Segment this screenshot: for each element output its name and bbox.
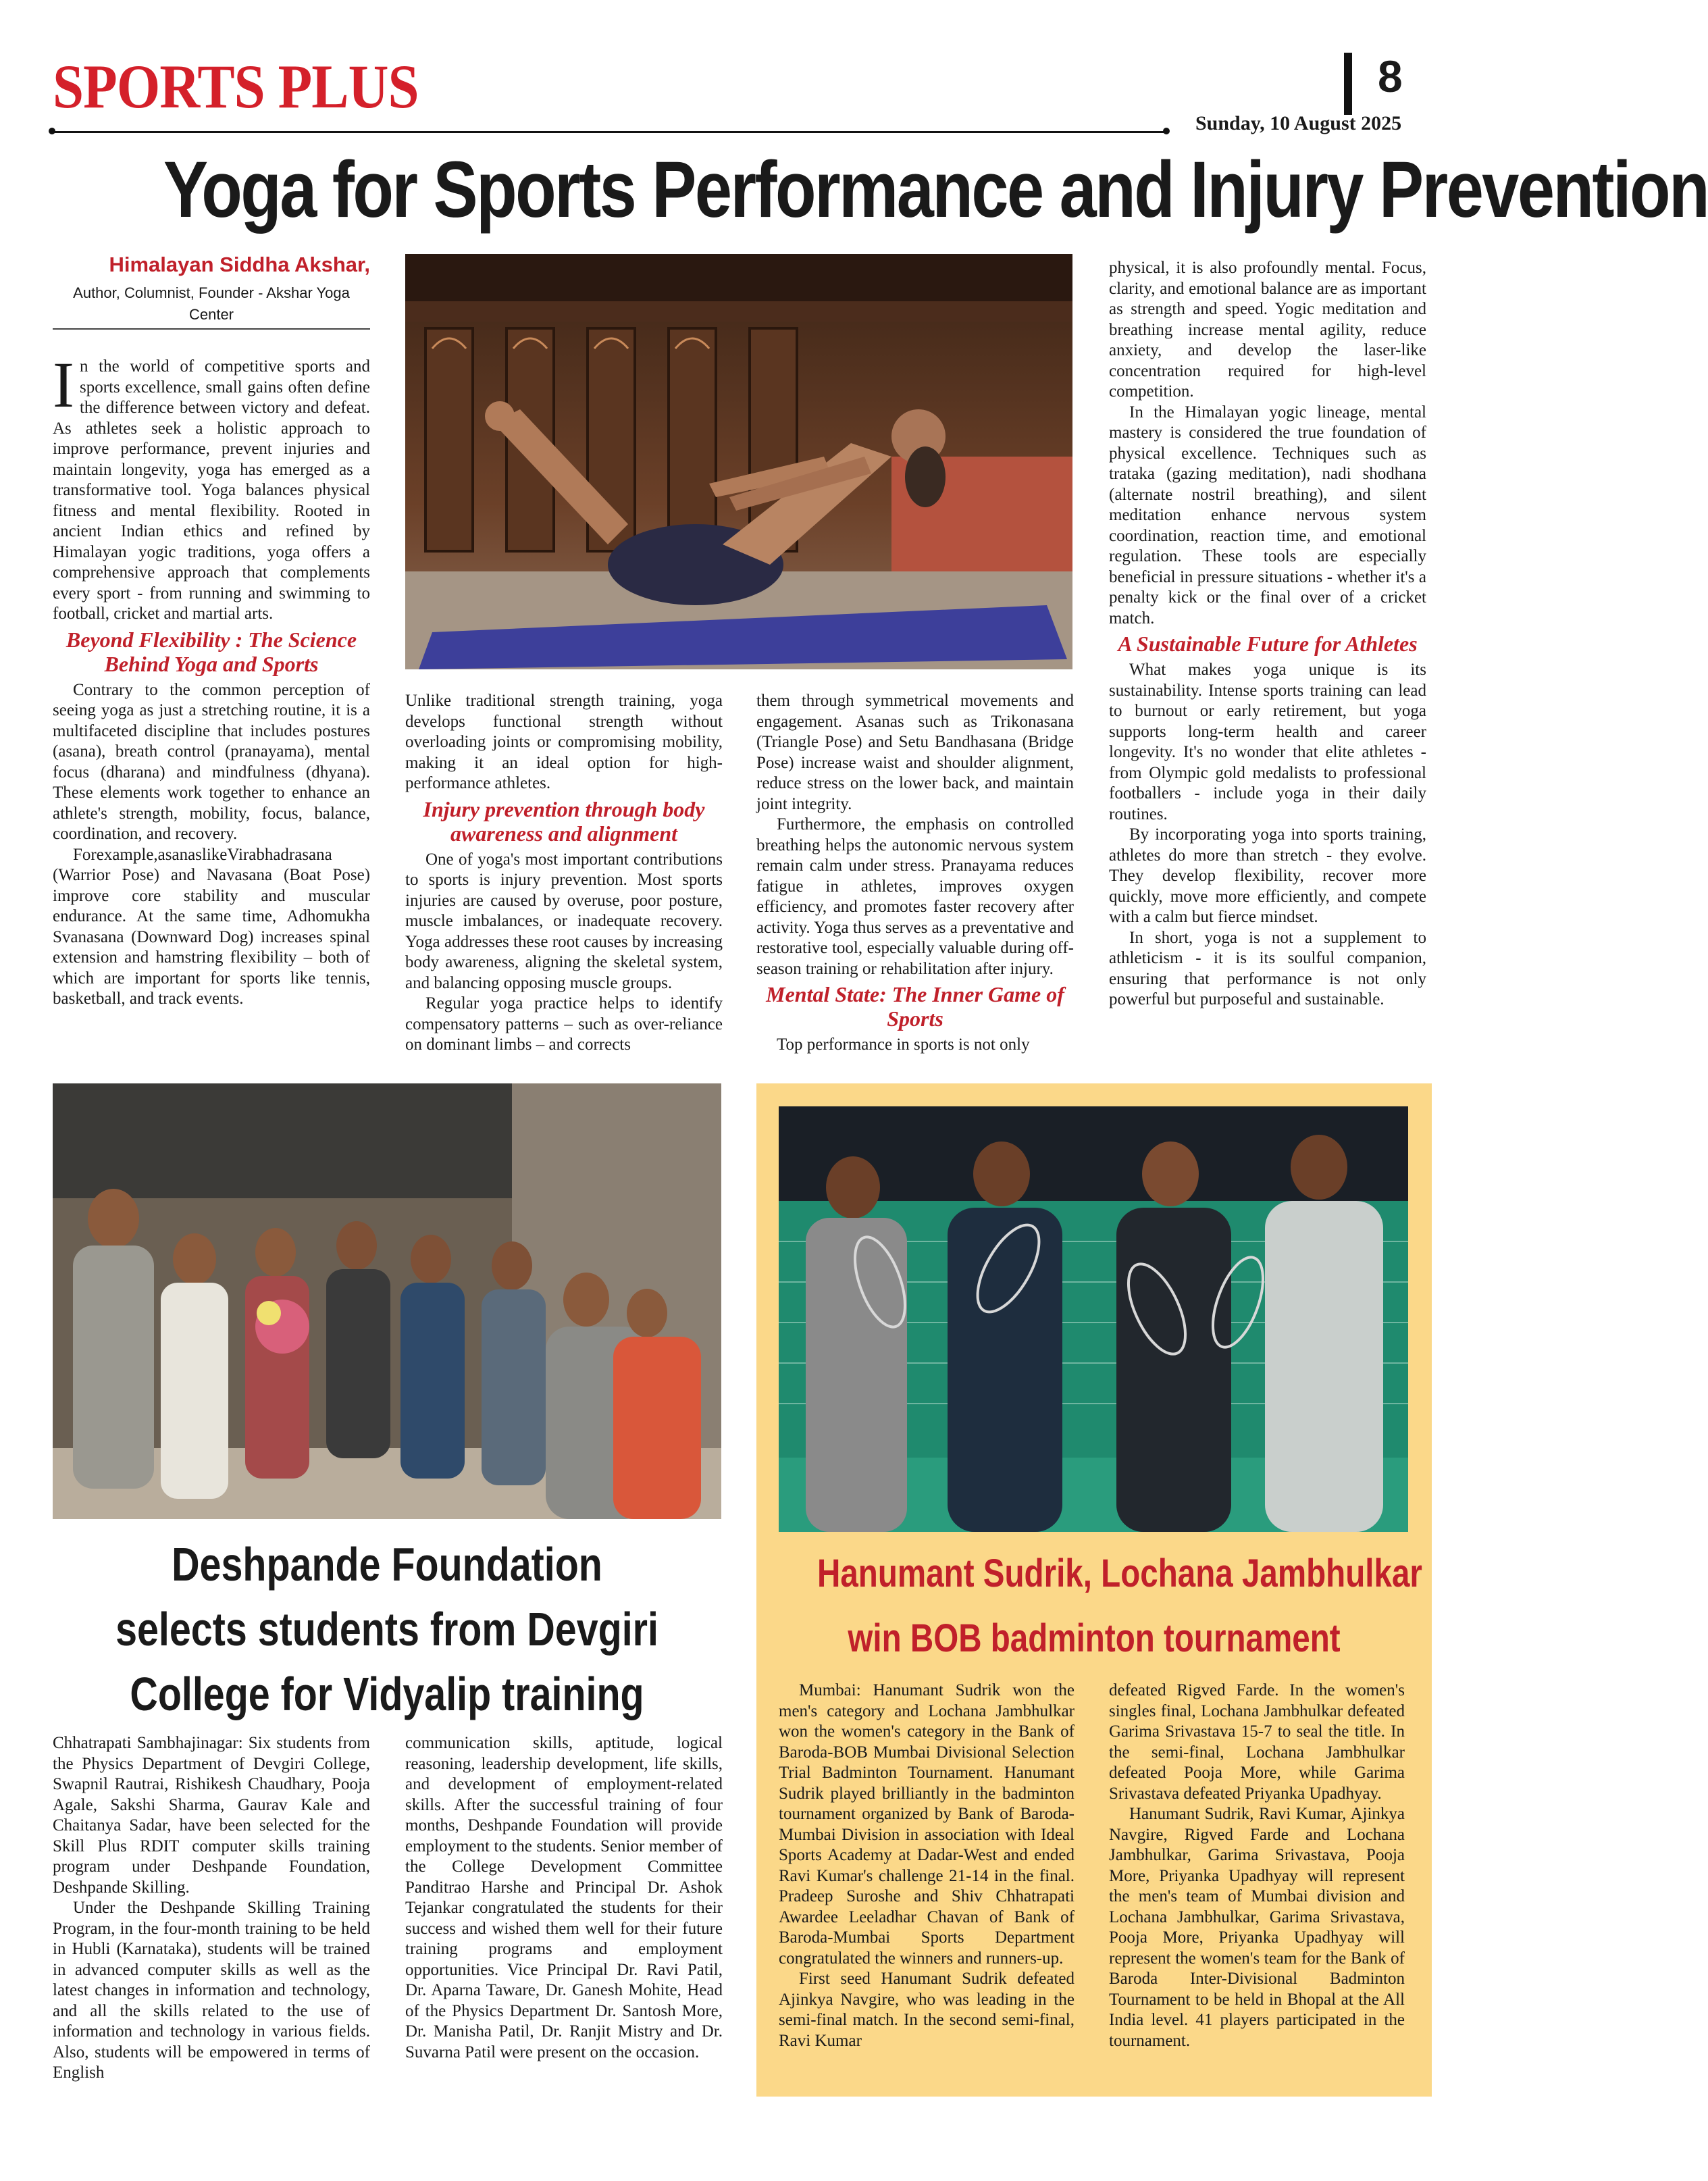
- header-rule-dot-right: [1163, 128, 1170, 134]
- header-rule: [53, 131, 1167, 133]
- yoga-paragraph: Furthermore, the emphasis on controlled breathing helps the autonomic nervous system remain calm under stress. Pranayama reduces fatigue in athletes, improves oxygen efficiency, and promotes faster recovery after activity. Yoga thus serves as a preventative and restorative tool, especially valuable during off-season training or rehabilitation after injury.: [756, 815, 1074, 978]
- badminton-paragraph: Mumbai: Hanumant Sudrik won the men's category and Lochana Jambhulkar won the women's category in the Bank of Baroda-BOB Mumbai Divisional Selection Trial Badminton Tournament. Hanumant Sudrik played brilliantly in the badminton tournament organized by Bank of Baroda-Mumbai Division in association with Ideal Sports Academy at Dadar-West and ended Ravi Kumar's challenge 21-14 in the final. Pradeep Suroshe and Shiv Chhatrapati Awardee Leeladhar Chavan of Bank of Baroda-Mumbai Sports Department congratulated the winners and runners-up.: [779, 1681, 1075, 1968]
- badminton-winners-photo: [779, 1106, 1408, 1532]
- subhead-injury-prevention: Injury prevention through body awareness and alignment: [423, 796, 705, 846]
- badminton-paragraph: defeated Rigved Farde. In the women's singles final, Lochana Jambhulkar defeated Garima Srivastava 15-7 to seal the title. In the semi-final, Lochana Jambhulkar defeated Pooja More, while Garima Srivastava defeated Priyanka Upadhyay.: [1109, 1681, 1405, 1803]
- subhead-beyond-flexibility: Beyond Flexibility : The Science Behind Yoga and Sports: [66, 627, 357, 676]
- yoga-paragraph: Regular yoga practice helps to identify compensatory patterns – such as over-reliance on dominant limbs – and corrects: [405, 994, 723, 1054]
- yoga-paragraph: In the Himalayan yogic lineage, mental mastery is considered the true foundation of physical excellence. Techniques such as trataka (gazing meditation), nadi shodhana (alternate nostril breathing), and silent meditation enhance nervous system coordination, reaction time, and emotional regulation. These tools are especially beneficial in pressure situations - whether it's a penalty kick or the final over of a cricket match.: [1109, 403, 1426, 627]
- devgiri-paragraph: Chhatrapati Sambhajinagar: Six students from the Physics Department of Devgiri College, Swapnil Rautrai, Rishikesh Chaudhary, Pooja Agale, Sakshi Sharma, Gaurav Kale and Chaitanya Sadar, have been selected for the Skill Plus RDIT computer skills training program under Deshpande Foundation, Deshpande Skilling.: [53, 1734, 370, 1897]
- page-number-bar: [1344, 53, 1352, 115]
- yoga-paragraph: physical, it is also profoundly mental. Focus, clarity, and emotional balance are as important as strength and speed. Yogic meditation and breathing increase mental agility, reduce anxiety, and develop the laser-like concentration required for high-level competition.: [1109, 259, 1426, 401]
- badminton-headline-line-2: win BOB badminton tournament: [848, 1616, 1341, 1660]
- yoga-column-3: [756, 691, 1074, 1056]
- badminton-paragraph: First seed Hanumant Sudrik defeated Ajinkya Navgire, who was leading in the semi-final match. In the second semi-final, Ravi Kumar: [779, 1970, 1075, 2050]
- devgiri-headline: Deshpande Foundation selects students from Devgiri College for Vidyalip training: [115, 1538, 658, 1720]
- byline-rule: [53, 328, 370, 330]
- yoga-column-1: [53, 349, 370, 1010]
- yoga-column-2: [405, 691, 723, 1056]
- yoga-paragraph: One of yoga's most important contributions to sports is injury prevention. Most sports injuries are caused by overuse, poor posture, muscle imbalances, or inadequate recovery. Yoga addresses these root causes by increasing body awareness, aligning the skeletal system, and balancing opposing muscle groups.: [405, 850, 723, 992]
- badminton-headline-line-1: Hanumant Sudrik, Lochana Jambhulkar: [817, 1551, 1422, 1595]
- devgiri-column-2: [405, 1733, 723, 2063]
- badminton-column-1: [779, 1680, 1075, 2051]
- subhead-sustainable-future: A Sustainable Future for Athletes: [1118, 632, 1418, 656]
- header-rule-dot-left: [49, 128, 55, 134]
- yoga-paragraph: Forexample,asanaslikeVirabhadrasana (Warrior Pose) and Navasana (Boat Pose) improve core stability and muscular endurance. At the same time, Adhomukha Svanasana (Downward Dog) increases spinal extension and hamstring flexibility – both of which are important for sports like tennis, basketball, and track events.: [53, 845, 370, 1008]
- devgiri-paragraph: communication skills, aptitude, logical reasoning, leadership development, life skills, and development of employment-related skills. After the successful training of four months, Deshpande Foundation will provide employment to the students. Senior member of the College Development Committee Panditrao Harshe and Principal Dr. Ashok Tejankar congratulated the students for their success and wished them well for their future training programs and employment opportunities. Vice Principal Dr. Ravi Patil, Dr. Aparna Taware, Dr. Ganesh Mohite, Head of the Physics Department Dr. Santosh More, Dr. Manisha Patil, Dr. Ranjit Mistry and Dr. Suvarna Patil were present on the occasion.: [405, 1734, 723, 2061]
- devgiri-college-group-photo: [53, 1083, 721, 1519]
- yoga-paragraph: Top performance in sports is not only: [777, 1035, 1030, 1054]
- yoga-paragraph: By incorporating yoga into sports training, athletes do more than stretch - they evolve. They develop flexibility, recover more quickly, move more efficiently, and compete with a calm but fierce mindset.: [1109, 825, 1426, 926]
- yoga-paragraph: In short, yoga is not a supplement to athleticism - it is its soulful companion, ensuring that performance is not only powerful but purposeful and sustainable.: [1109, 928, 1426, 1008]
- badminton-paragraph: Hanumant Sudrik, Ravi Kumar, Ajinkya Navgire, Rigved Farde and Lochana Jambhulkar, Garima Srivastava, Pooja More, Priyanka Upadhyay will represent the men's team of Mumbai division and Lochana Jambhulkar, Garima Srivastava, Pooja More, Priyanka Upadhyay will represent the women's team for the Bank of Baroda Inter-Divisional Badminton Tournament to be held in Bhopal at the All India level. 41 players participated in the tournament.: [1109, 1805, 1405, 2050]
- yoga-paragraph: them through symmetrical movements and engagement. Asanas such as Trikonasana (Triangle Pose) and Setu Bandhasana (Bridge Pose) increase waist and shoulder alignment, reduce stress on the lower back, and maintain joint integrity.: [756, 692, 1074, 813]
- yoga-boat-pose-photo: [405, 254, 1072, 669]
- byline-role: Author, Columnist, Founder - Akshar Yoga Center: [73, 284, 350, 323]
- devgiri-column-1: [53, 1733, 370, 2084]
- byline-name: Himalayan Siddha Akshar,: [109, 253, 370, 276]
- yoga-intro-text: n the world of competitive sports and sports excellence, small gains often define the difference between victory and defeat. As athletes seek a holistic approach to improve performance, prevent injuries and maintain longevity, yoga has emerged as a transformative tool. Yoga balances physical fitness and mental flexibility. Rooted in ancient Indian ethics and refined by Himalayan yogic traditions, yoga offers a comprehensive approach that complements every sport - from running and swimming to football, cricket and martial arts.: [53, 357, 370, 623]
- badminton-column-2: [1109, 1680, 1405, 2051]
- yoga-paragraph: Unlike traditional strength training, yoga develops functional strength without overloading joints or compromising mobility, making it an ideal option for high-performance athletes.: [405, 692, 723, 792]
- page-number: 8: [1378, 51, 1403, 101]
- issue-date: Sunday, 10 August 2025: [1195, 112, 1402, 134]
- subhead-mental-state: Mental State: The Inner Game of Sports: [766, 982, 1064, 1031]
- yoga-paragraph: What makes yoga unique is its sustainability. Intense sports training can lead to burnout or early retirement, but yoga supports long-term health and career longevity. It's no wonder that elite athletes - from Olympic gold medalists to professional footballers - include yoga in their daily routines.: [1109, 661, 1426, 823]
- yoga-paragraph: Contrary to the common perception of seeing yoga as just a stretching routine, it is a multifaceted discipline that includes postures (asana), breath control (pranayama), mental focus (dharana) and mindfulness (dhyana). These elements work together to enhance an athlete's strength, mobility, focus, balance, coordination, and recovery.: [53, 680, 370, 843]
- yoga-column-4: [1109, 258, 1426, 1010]
- drop-cap: I: [53, 349, 74, 421]
- devgiri-paragraph: Under the Deshpande Skilling Training Program, in the four-month training to be held in Hubli (Karnataka), students will be trained in advanced computer skills as well as the latest changes in information and technology, and all the skills related to the use of information and technology in various fields. Also, students will be empowered in terms of English: [53, 1899, 370, 2082]
- main-headline: Yoga for Sports Performance and Injury Prevention: [163, 145, 1708, 234]
- section-masthead: SPORTS PLUS: [53, 52, 419, 121]
